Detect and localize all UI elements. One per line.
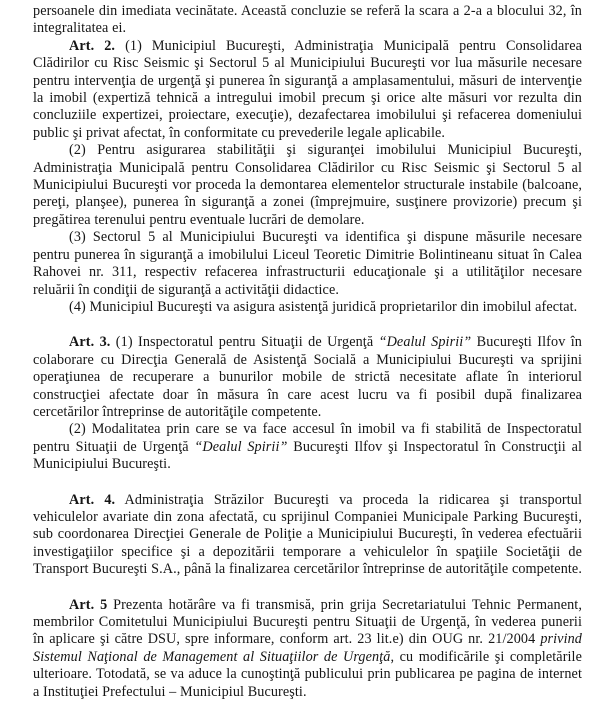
text-run: (1) Inspectoratul pentru Situaţii de Urgenţă xyxy=(110,334,379,351)
article-number: Art. 4. xyxy=(69,491,116,508)
paragraph-art2-3 xyxy=(33,229,582,299)
text-run: Administraţia Străzilor Bucureşti va proceda la ridicarea şi transportul vehiculelor avariate din zona afectată, cu sprijinul Companiei Municipale Parking Bucureşti, sub coordonarea Direcţiei Generale de Poliţie a Municipiului Bucureşti, în vederea efectuării investigaţiilor specifice şi a depozitării temporare a vehiculelor în spaţiile Societăţii de Transport Bucureşti S.A., până la finalizarea cercetărilor întreprinse de autorităţile competente. xyxy=(33,491,582,578)
text-run: (2) Modalitatea prin care se va face accesul în imobil va fi stabilită de Inspectoratul pentru Situaţii de Urgenţă xyxy=(33,421,582,455)
italic-run: “Dealul Spirii” xyxy=(194,438,288,455)
italic-run: “Dealul Spirii” xyxy=(378,334,472,351)
text-run: Bucureşti Ilfov în colaborare cu Direcţia Generală de Asistenţă Socială a Municipiului Bucureşti va sprijini operaţiunea de recuperare a bunurilor mobile de strictă necesitate aflate în interiorul construcţiei afectate doar în măsura în care acest lucru va fi posibil după finalizarea cercetărilor întreprinse de autorităţile competente. xyxy=(33,334,582,420)
text-run: (2) Pentru asigurarea stabilităţii şi siguranţei imobilului Municipiul Bucureşti, Administraţia Municipală pentru Consolidarea Clădirilor cu Risc Seismic şi Sectorul 5 al Municipiului Bucureşti vor proceda la demontarea elementelor structurale instabile (balcoane, pereţi, planşee), punerea în siguranţă a zonei (împrejmuire, susţinere provizorie) precum şi pregătirea terenului pentru eventuale lucrări de demolare. xyxy=(33,142,582,228)
paragraph-continuation xyxy=(33,3,582,38)
paragraph-art2-2 xyxy=(33,142,582,229)
text-run: Bucureşti Ilfov şi Inspectoratul în Construcţii al Municipiului Bucureşti. xyxy=(33,438,583,473)
text-run: (4) Municipiul Bucureşti va asigura asistenţă juridică proprietarilor din imobilul afectat. xyxy=(69,298,578,315)
paragraph-art5 xyxy=(33,597,582,701)
article-number: Art. 3. xyxy=(69,334,111,351)
text-run: persoanele din imediata vecinătate. Această concluzie se referă la scara a 2-a a blocului 32, în integralitatea ei. xyxy=(33,3,582,37)
paragraph-art2-1 xyxy=(33,38,582,142)
text-run: , cu modificările şi completările ulterioare. Totodată, se va aduce la cunoştinţă publicului prin publicarea pe pagina de internet a Instituţiei Prefectului – Municipiul Bucureşti. xyxy=(33,648,582,700)
paragraph-art3-2 xyxy=(33,421,582,473)
article-number: Art. 2. xyxy=(69,37,116,54)
paragraph-art3-1 xyxy=(33,334,582,421)
text-run: (1) Municipiul Bucureşti, Administraţia Municipală pentru Consolidarea Clădirilor cu Risc Seismic şi Sectorul 5 al Municipiului Bucureşti vor lua măsurile necesare pentru intervenţia de urgenţă şi punerea în siguranţă a amplasamentului, măsuri de intervenţie la imobil (expertiză tehnică a intregului imobil precum şi orice alte măsuri vor rezulta din concluziile expertizei, proiectare, execuţie), dezafectarea imobilului şi refacerea domeniului public şi privat afectat, în conformitate cu prevederile legale aplicabile. xyxy=(33,37,583,141)
paragraph-art4 xyxy=(33,492,582,579)
italic-run: privind Sistemul Naţional de Management al Situaţiilor de Urgenţă xyxy=(33,631,582,665)
text-run: Prezenta hotărâre va fi transmisă, prin grija Secretariatului Tehnic Permanent, membrilor Comitetului Municipiului Bucureşti pentru Situaţii de Urgenţă, în vederea punerii în aplicare şi către DSU, spre informare, conform art. 23 lit.e) din OUG nr. 21/2004 xyxy=(33,596,582,648)
article-number: Art. 5 xyxy=(69,596,108,613)
paragraph-art2-4 xyxy=(33,299,582,316)
text-run: (3) Sectorul 5 al Municipiului Bucureşti va identifica şi dispune măsurile necesare pentru punerea în siguranţă a imobilului Liceul Teoretic Dimitrie Bolintineanu situat în Calea Rahovei nr. 311, respectiv refacerea infrastructurii educaţionale şi a utilităţilor necesare reluării în condiţii de siguranţă a activităţii didactice. xyxy=(33,229,582,298)
